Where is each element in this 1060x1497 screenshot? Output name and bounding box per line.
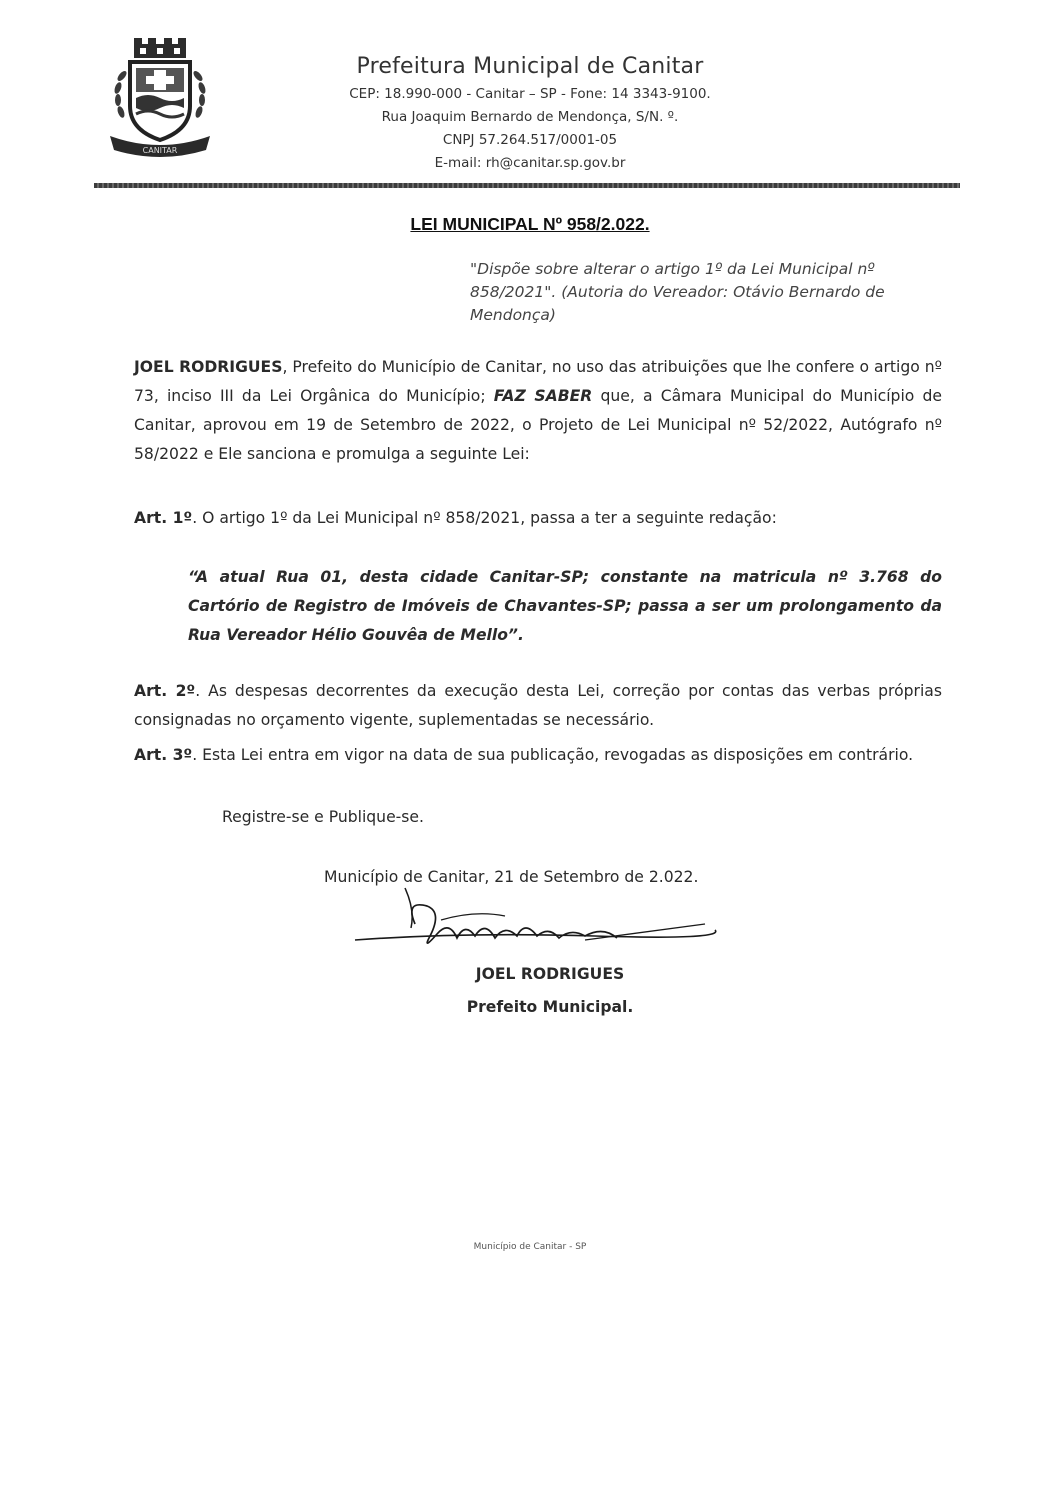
article-2 [134,677,942,735]
intro-paragraph [134,353,942,469]
mayor-name: JOEL RODRIGUES [134,358,283,376]
intro-text-2: que, a Câmara Municipal do Município de Canitar, aprovou em 19 de Setembro de 2022, o Projeto de Lei Municipal nº 52/2022, Autógrafo nº 58/2022 e Ele sanciona e promulga a seguinte Lei: [134,387,942,463]
header-divider [94,183,960,188]
page-footer: Município de Canitar - SP [473,1242,587,1252]
dateline: Município de Canitar, 21 de Setembro de 2.022. [324,868,699,886]
intro-text-1: , Prefeito do Município de Canitar, no uso das atribuições que lhe confere o artigo nº 73, inciso III da Lei Orgânica do Município; [134,358,942,405]
law-ementa: "Dispõe sobre alterar o artigo 1º da Lei Municipal nº 858/2021". (Autoria do Vereador: Otávio Bernardo de Mendonça) [470,260,885,324]
handwritten-signature [345,880,725,960]
article-1-quote: “A atual Rua 01, desta cidade Canitar-SP; constante na matricula nº 3.768 do Cartório de Registro de Imóveis de Chavantes-SP; passa a ser um prolongamento da Rua Vereador Hélio Gouvêa de Mello”. [188,568,942,644]
article-1 [134,504,942,533]
header-cnpj: CNPJ 57.264.517/0001-05 [442,132,618,148]
municipal-crest-logo [96,36,224,164]
law-title: LEI MUNICIPAL Nº 958/2.022. [410,214,650,234]
article-3-text: . Esta Lei entra em vigor na data de sua publicação, revogadas as disposições em contrário. [192,746,914,764]
faz-saber: FAZ SABER [493,387,593,405]
signer-name: JOEL RODRIGUES [475,965,625,983]
article-3-label: Art. 3º [134,746,193,764]
header-title: Prefeitura Municipal de Canitar [356,54,704,79]
article-1-label: Art. 1º [134,509,193,527]
header-email: E-mail: rh@canitar.sp.gov.br [434,155,626,171]
article-2-label: Art. 2º [134,682,196,700]
signer-role: Prefeito Municipal. [466,998,634,1016]
header-cep-phone: CEP: 18.990-000 - Canitar – SP - Fone: 14 3343-9100. [349,86,711,102]
registre-publique: Registre-se e Publique-se. [222,808,424,826]
article-1-text: . O artigo 1º da Lei Municipal nº 858/2021, passa a ter a seguinte redação: [192,509,777,527]
header-address: Rua Joaquim Bernardo de Mendonça, S/N. º. [381,109,679,125]
svg-text:CANITAR: CANITAR [142,146,178,155]
article-2-text: . As despesas decorrentes da execução desta Lei, correção por contas das verbas próprias consignadas no orçamento vigente, suplementadas se necessário. [134,682,942,729]
article-3 [134,741,942,770]
